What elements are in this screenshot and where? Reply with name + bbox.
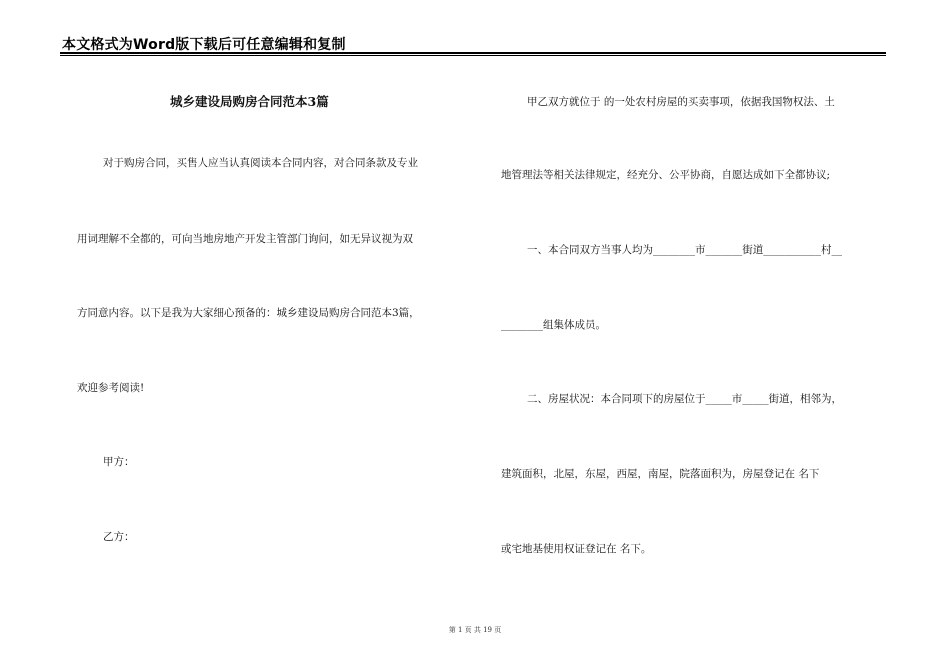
party-b-label: 乙方： bbox=[103, 531, 135, 543]
right-paragraph-line: 地管理法等相关法律规定，经充分、公平协商，自愿达成如下全都协议; bbox=[501, 169, 831, 181]
right-paragraph-line: 甲乙双方就位于 的一处农村房屋的买卖事项，依据我国物权法、土 bbox=[527, 96, 835, 108]
clause-one-line: ________组集体成员。 bbox=[501, 319, 606, 331]
clause-two-line: 或宅地基使用权证登记在 名下。 bbox=[501, 543, 652, 555]
clause-two-line: 建筑面积，北屋，东屋，西屋，南屋，院落面积为，房屋登记在 名下 bbox=[501, 468, 820, 480]
left-paragraph-line: 方同意内容。以下是我为大家细心预备的：城乡建设局购房合同范本3篇， bbox=[77, 307, 420, 319]
left-paragraph-line: 欢迎参考阅读! bbox=[77, 382, 145, 394]
party-a-label: 甲方： bbox=[103, 456, 135, 468]
document-header-title: 本文格式为Word版下载后可任意编辑和复制 bbox=[62, 37, 346, 53]
left-paragraph-line: 用词理解不全都的，可向当地房地产开发主管部门询问，如无异议视为双 bbox=[77, 233, 413, 245]
left-paragraph-line: 对于购房合同，买售人应当认真阅读本合同内容，对合同条款及专业 bbox=[103, 157, 418, 169]
header-divider-thin bbox=[60, 55, 886, 56]
clause-two-line: 二、房屋状况：本合同项下的房屋位于_____市_____街道，相邻为， bbox=[527, 393, 842, 405]
contract-title: 城乡建设局购房合同范本3篇 bbox=[170, 94, 329, 109]
header-divider bbox=[60, 52, 886, 54]
page-number: 第 1 页 共 19 页 bbox=[448, 626, 502, 634]
clause-one-line: 一、本合同双方当事人均为________市_______街道___________村__ bbox=[527, 244, 842, 256]
